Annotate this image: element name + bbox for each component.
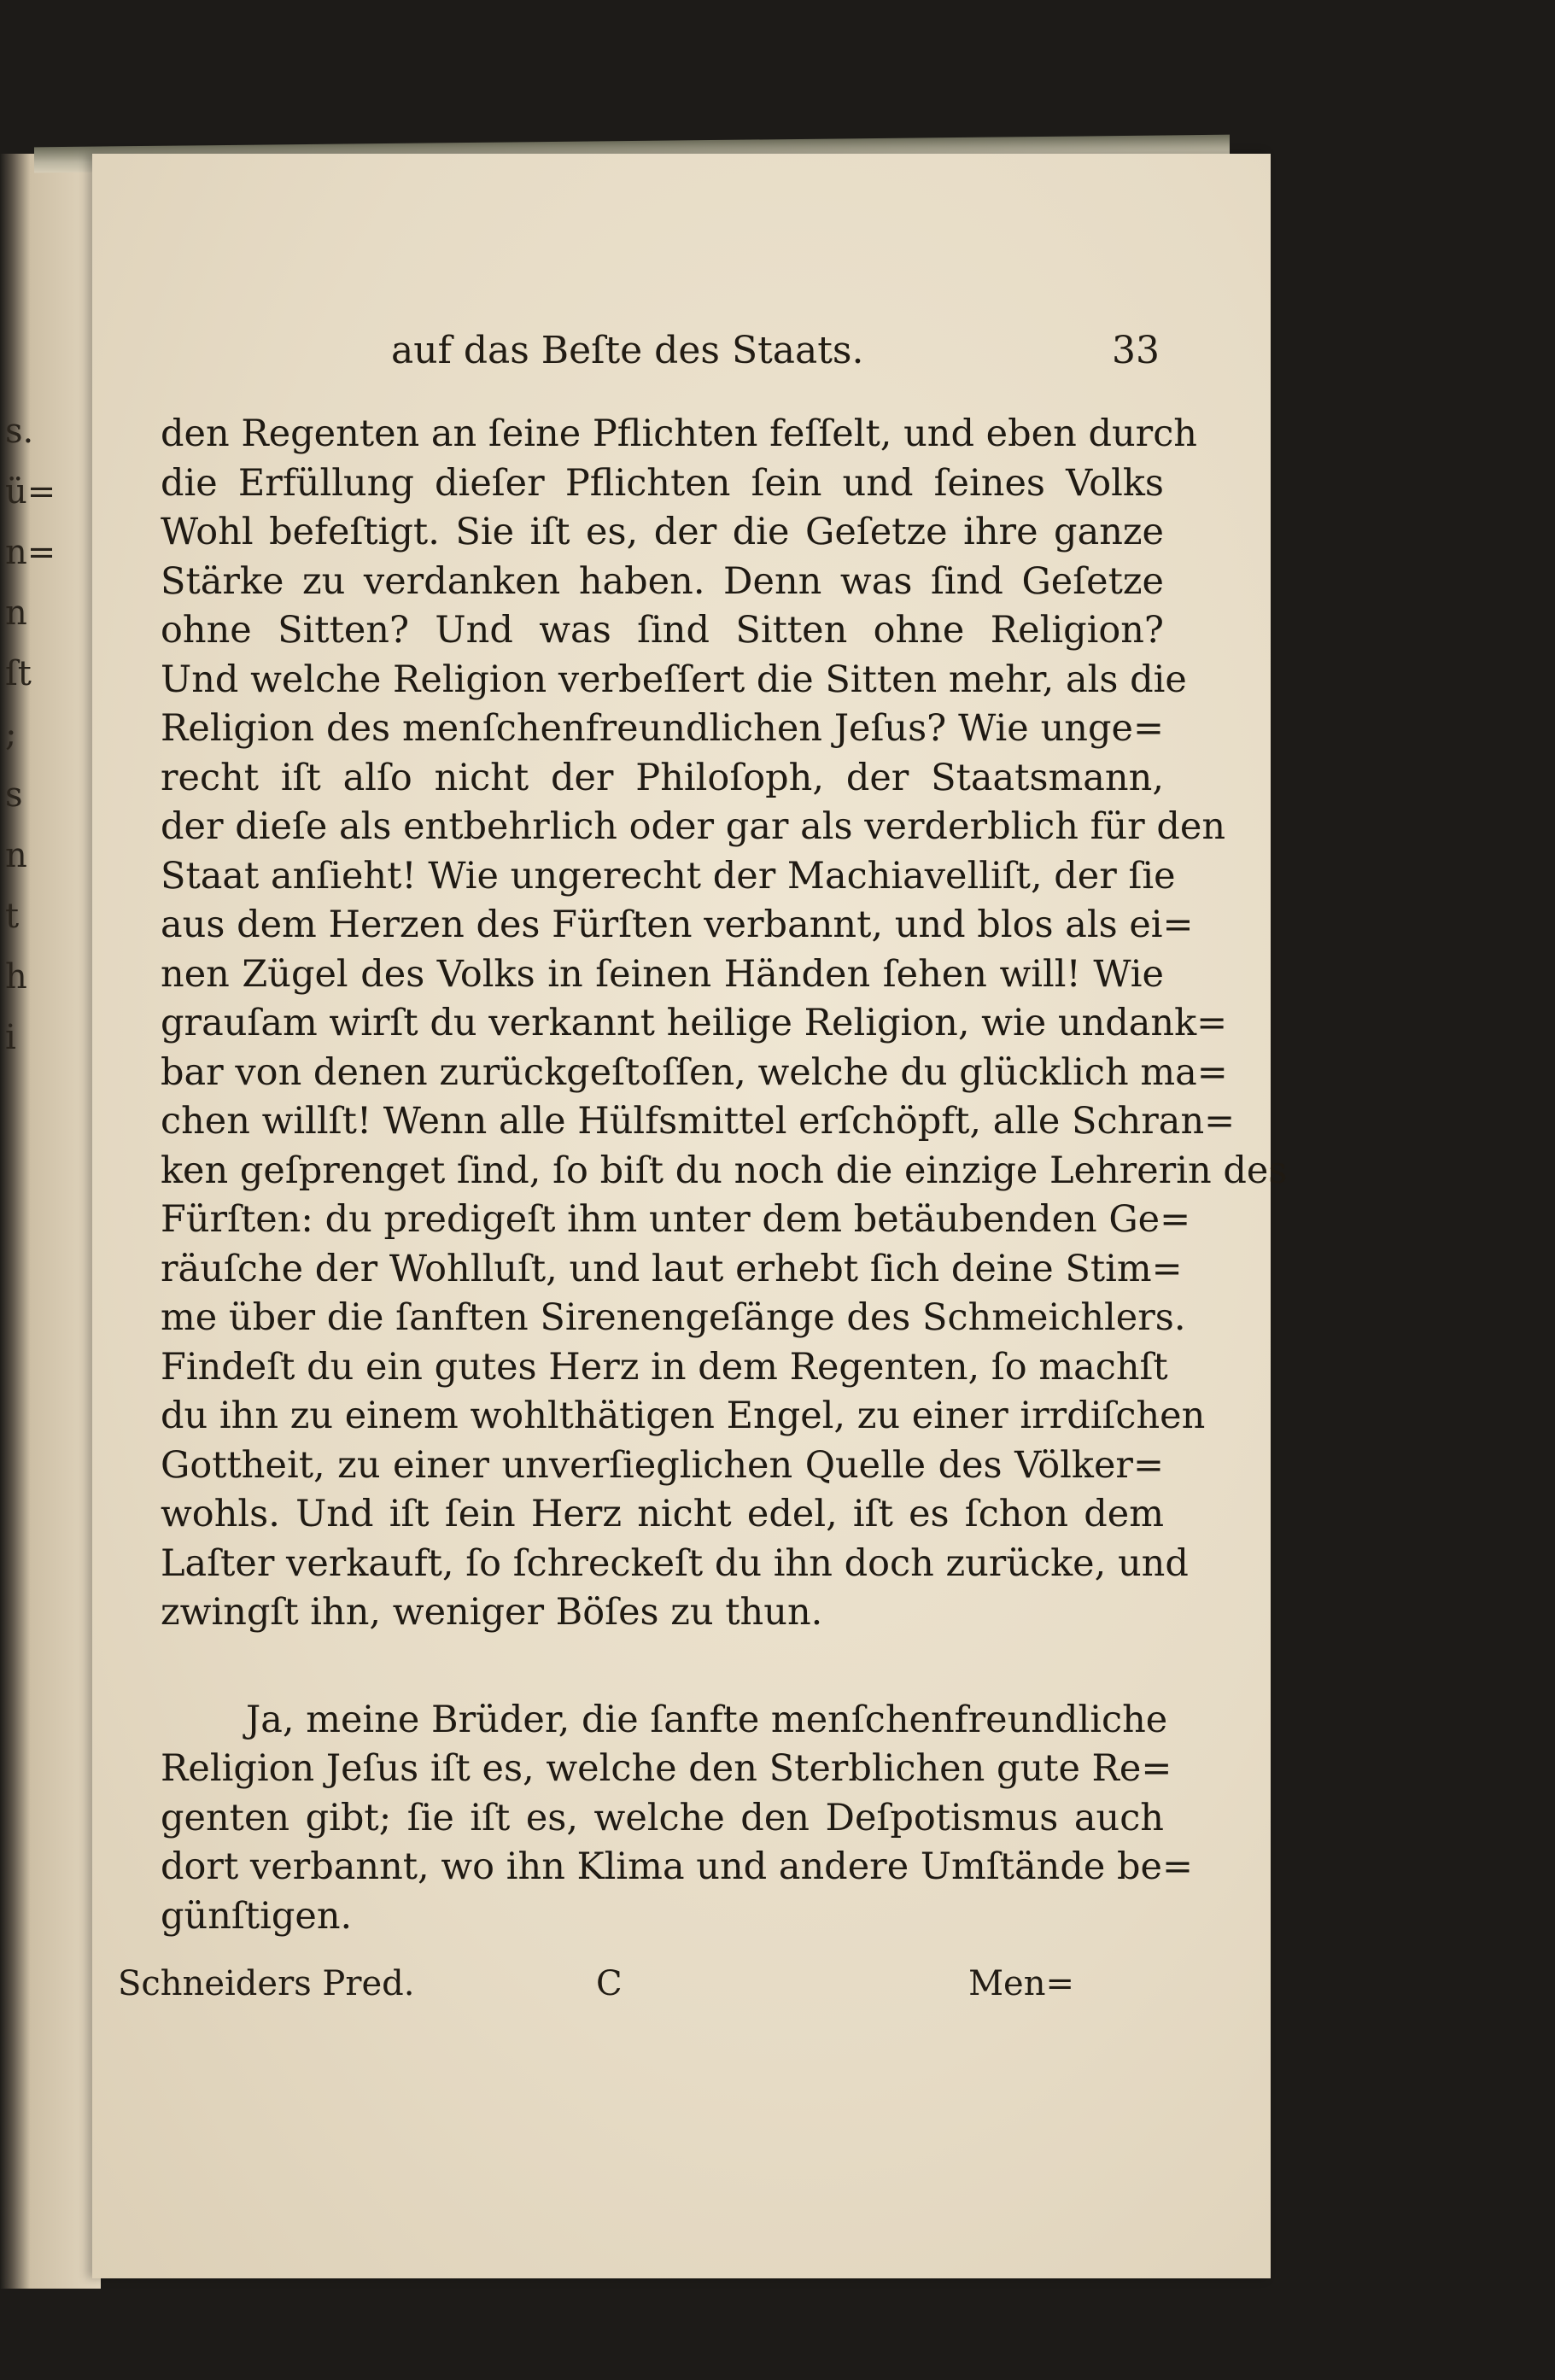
text-line: grauſam wirſt du verkannt heilige Religion, wie undank=	[161, 1002, 1228, 1044]
text-line: dort verbannt, wo ihn Klima und andere Umſtände be=	[161, 1845, 1193, 1888]
left-fragment: n	[5, 594, 27, 633]
text-line: der dieſe als entbehrlich oder gar als verderblich für den	[161, 805, 1226, 848]
text-line: Wohl befeſtigt. Sie iſt es, der die Geſetze ihre ganze	[161, 511, 1164, 553]
text-line: aus dem Herzen des Fürſten verbannt, und blos als ei=	[161, 903, 1194, 946]
text-line: me über die ſanften Sirenengeſänge des Schmeichlers.	[161, 1296, 1186, 1339]
text-line: zwingſt ihn, weniger Böſes zu thun.	[161, 1591, 823, 1634]
left-fragment: ;	[5, 715, 17, 754]
text-line: Laſter verkauft, ſo ſchreckeſt du ihn doch zurücke, und	[161, 1541, 1189, 1585]
text-line: Religion Jeſus iſt es, welche den Sterblichen gute Re=	[161, 1747, 1172, 1790]
text-line: recht iſt alſo nicht der Philoſoph, der Staatsmann,	[161, 756, 1164, 799]
left-fragment: s.	[5, 412, 34, 451]
text-line: genten gibt; ſie iſt es, welche den Deſpotismus auch	[161, 1796, 1164, 1839]
catchword: Men=	[968, 1964, 1074, 2003]
left-fragment: ü=	[5, 472, 56, 512]
left-fragment: t	[5, 897, 20, 936]
body-text	[161, 410, 1288, 1941]
text-line: Und welche Religion verbeſſert die Sitten mehr, als die	[161, 658, 1187, 701]
paragraph-1	[161, 410, 1288, 1638]
text-line: bar von denen zurückgeſtoſſen, welche du glücklich ma=	[161, 1050, 1228, 1094]
left-fragment: s	[5, 775, 23, 815]
left-fragment: ſt	[5, 654, 32, 693]
text-line: die Erfüllung dieſer Pflichten ſein und ſeines Volks	[161, 461, 1164, 505]
text-line: wohls. Und iſt ſein Herz nicht edel, iſt es ſchon dem	[161, 1493, 1164, 1535]
text-line: Stärke zu verdanken haben. Denn was ſind Geſetze	[161, 559, 1164, 603]
text-line: ken geſprenget ſind, ſo biſt du noch die einzige Lehrerin des	[161, 1149, 1288, 1192]
text-line: günſtigen.	[161, 1894, 353, 1938]
left-fragment: i	[5, 1018, 16, 1057]
text-line: chen willſt! Wenn alle Hülfsmittel erſchöpft, alle Schran=	[161, 1100, 1236, 1143]
text-line: Religion des menſchenfreundlichen Jeſus? Wie unge=	[161, 707, 1164, 750]
signature-mark: C	[596, 1964, 623, 2003]
paragraph-2	[161, 1696, 1193, 1942]
text-line: du ihn zu einem wohlthätigen Engel, zu einer irrdiſchen	[161, 1395, 1206, 1437]
text-line: Fürſten: du predigeſt ihm unter dem betäubenden Ge=	[161, 1198, 1191, 1241]
book-page	[92, 154, 1288, 2278]
page-number: 33	[1112, 329, 1160, 372]
text-line: Ja, meine Brüder, die ſanfte menſchenfreundliche	[246, 1698, 1168, 1741]
text-line: nen Zügel des Volks in ſeinen Händen ſehen will! Wie	[161, 952, 1164, 996]
left-fragment: n=	[5, 533, 56, 572]
text-line: ohne Sitten? Und was ſind Sitten ohne Religion?	[161, 609, 1164, 652]
running-head-title: auf das Beſte des Staats.	[391, 329, 864, 372]
printer-signature: Schneiders Pred.	[118, 1964, 415, 2003]
left-fragment: h	[5, 957, 27, 997]
text-line: den Regenten an ſeine Pflichten feſſelt, und eben durch	[161, 412, 1197, 455]
text-line: räuſche der Wohlluſt, und laut erhebt ſich deine Stim=	[161, 1247, 1183, 1290]
text-line: Staat anſieht! Wie ungerecht der Machiavelliſt, der ſie	[161, 854, 1176, 898]
text-line: Findeſt du ein gutes Herz in dem Regenten, ſo machſt	[161, 1345, 1168, 1389]
paragraph-gap	[161, 1638, 1164, 1696]
left-fragment: n	[5, 836, 27, 875]
left-page-fragments	[5, 401, 56, 1068]
text-line: Gottheit, zu einer unverſieglichen Quelle des Völker=	[161, 1443, 1164, 1487]
